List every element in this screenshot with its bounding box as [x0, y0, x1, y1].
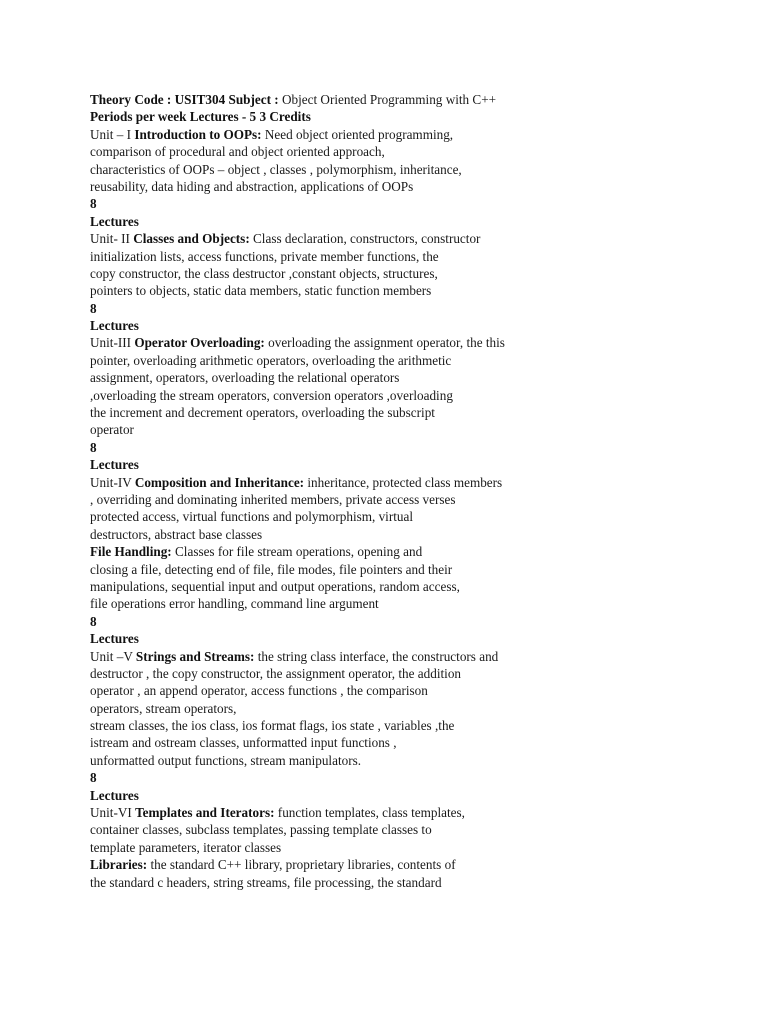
- syllabus-text: [90, 91, 750, 891]
- unit3-line-1: pointer, overloading arithmetic operators, overloading the arithmetic: [90, 352, 452, 368]
- unit2-count-value: 8: [90, 300, 97, 316]
- unit3-lectures: [90, 456, 750, 473]
- unit5-line-6: unformatted output functions, stream manipulators.: [90, 752, 362, 768]
- unit5-lectures: [90, 787, 750, 804]
- file-handling-heading-line: [90, 543, 750, 560]
- unit5-line-1: destructor , the copy constructor, the assignment operator, the addition: [90, 665, 462, 681]
- file-handling-line-3: file operations error handling, command line argument: [90, 596, 379, 612]
- unit5-count-value: 8: [90, 770, 97, 786]
- unit4-prefix: Unit-IV: [90, 474, 135, 490]
- unit4-lectures: [90, 630, 750, 647]
- unit2-heading-line: [90, 230, 750, 247]
- unit6-line-1: container classes, subclass templates, passing template classes to: [90, 822, 432, 838]
- libraries-heading-line: [90, 856, 750, 873]
- periods-line: [90, 108, 750, 125]
- unit4-line-0: inheritance, protected class members: [304, 474, 503, 490]
- periods-text: Periods per week Lectures - 5 3 Credits: [90, 109, 311, 125]
- unit3-line-3: ,overloading the stream operators, conversion operators ,overloading: [90, 387, 453, 403]
- unit4-lectures-label: Lectures: [90, 631, 139, 647]
- unit3-prefix: Unit-III: [90, 335, 135, 351]
- unit4-line-1: , overriding and dominating inherited members, private access verses: [90, 491, 456, 507]
- unit2-line-3: pointers to objects, static data members, static function members: [90, 283, 432, 299]
- unit1-lectures-label: Lectures: [90, 213, 139, 229]
- unit1-count: [90, 195, 750, 212]
- unit2-prefix: Unit- II: [90, 231, 134, 247]
- unit1-prefix: Unit – I: [90, 126, 135, 142]
- unit3-count-value: 8: [90, 439, 97, 455]
- unit2-line-0: Class declaration, constructors, constructor: [249, 231, 481, 247]
- unit1-lectures: [90, 213, 750, 230]
- unit1-heading-line: [90, 126, 750, 143]
- file-handling-line-1: closing a file, detecting end of file, file modes, file pointers and their: [90, 561, 453, 577]
- unit5-heading-line: [90, 648, 750, 665]
- unit2-lectures-label: Lectures: [90, 318, 139, 334]
- file-handling-line-0: Classes for file stream operations, opening and: [171, 544, 423, 560]
- unit4-line-3: destructors, abstract base classes: [90, 526, 263, 542]
- libraries-line-1: the standard c headers, string streams, file processing, the standard: [90, 874, 442, 890]
- unit3-heading-line: [90, 334, 750, 351]
- unit5-lectures-label: Lectures: [90, 787, 139, 803]
- unit1-line-0: Need object oriented programming,: [261, 126, 454, 142]
- unit3-line-0: overloading the assignment operator, the this: [264, 335, 505, 351]
- unit3-line-2: assignment, operators, overloading the relational operators: [90, 370, 400, 386]
- subject-value: Object Oriented Programming with C++: [281, 92, 497, 107]
- unit2-line-1: initialization lists, access functions, private member functions, the: [90, 248, 439, 264]
- unit1-line-3: reusability, data hiding and abstraction, applications of OOPs: [90, 178, 414, 194]
- libraries-line-0: the standard C++ library, proprietary libraries, contents of: [147, 857, 456, 873]
- file-handling-line-2: manipulations, sequential input and output operations, random access,: [90, 578, 460, 594]
- unit2-title: Classes and Objects:: [133, 231, 250, 247]
- theory-code-value: USIT304: [174, 92, 226, 107]
- unit4-line-2: protected access, virtual functions and polymorphism, virtual: [90, 509, 414, 525]
- unit4-heading-line: [90, 474, 750, 491]
- unit6-line-2: template parameters, iterator classes: [90, 839, 282, 855]
- unit5-title: Strings and Streams:: [135, 648, 255, 664]
- unit2-count: [90, 300, 750, 317]
- file-handling-title: File Handling:: [90, 544, 172, 560]
- unit5-line-4: stream classes, the ios class, ios format flags, ios state , variables ,the: [90, 718, 455, 734]
- unit5-line-0: the string class interface, the constructors and: [254, 648, 499, 664]
- theory-code-label: Theory Code :: [90, 92, 175, 107]
- unit1-count-value: 8: [90, 196, 97, 212]
- unit5-prefix: Unit –V: [90, 648, 136, 664]
- unit4-title: Composition and Inheritance:: [134, 474, 305, 490]
- unit6-line-0: function templates, class templates,: [274, 805, 465, 821]
- libraries-title: Libraries:: [90, 857, 148, 873]
- theory-code-line: [90, 91, 750, 108]
- unit3-line-5: operator: [90, 422, 134, 438]
- unit3-title: Operator Overloading:: [134, 335, 265, 351]
- subject-label: Subject :: [225, 92, 282, 107]
- unit6-heading-line: [90, 804, 750, 821]
- unit2-line-2: copy constructor, the class destructor ,constant objects, structures,: [90, 265, 438, 281]
- unit1-line-2: characteristics of OOPs – object , classes , polymorphism, inheritance,: [90, 161, 462, 177]
- unit3-line-4: the increment and decrement operators, overloading the subscript: [90, 405, 435, 421]
- unit3-count: [90, 439, 750, 456]
- unit5-count: [90, 769, 750, 786]
- unit4-count: [90, 613, 750, 630]
- unit3-lectures-label: Lectures: [90, 457, 139, 473]
- unit6-prefix: Unit-VI: [90, 805, 136, 821]
- unit5-line-5: istream and ostream classes, unformatted input functions ,: [90, 735, 397, 751]
- unit6-title: Templates and Iterators:: [135, 805, 275, 821]
- unit1-line-1: comparison of procedural and object oriented approach,: [90, 144, 385, 160]
- unit5-line-3: operators, stream operators,: [90, 700, 237, 716]
- unit2-lectures: [90, 317, 750, 334]
- unit5-line-2: operator , an append operator, access functions , the comparison: [90, 683, 428, 699]
- unit1-title: Introduction to OOPs:: [134, 126, 262, 142]
- unit4-count-value: 8: [90, 613, 97, 629]
